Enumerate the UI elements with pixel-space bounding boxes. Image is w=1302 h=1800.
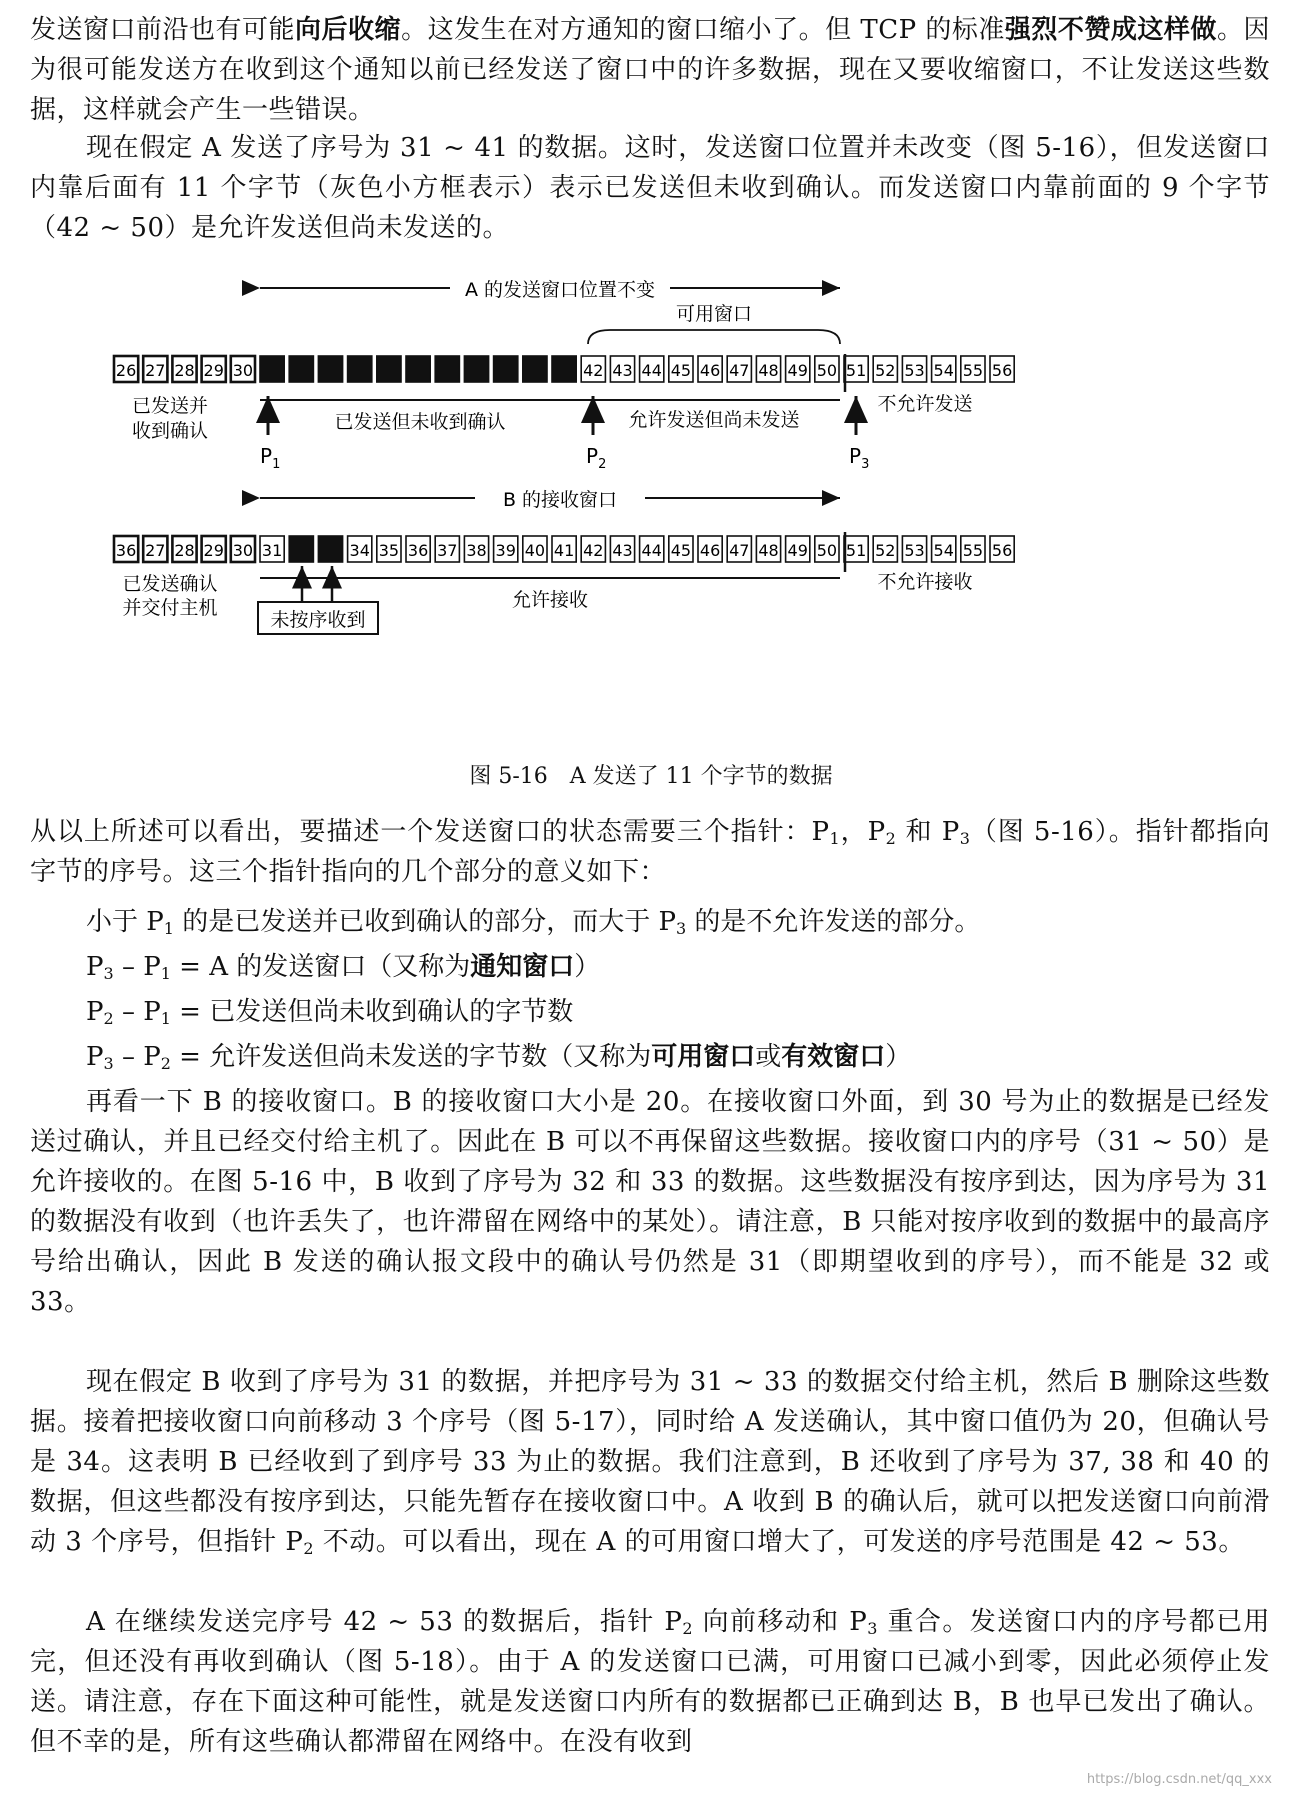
send-cell-label-22: 48 — [758, 361, 779, 380]
recv-cell-label-25: 51 — [845, 541, 867, 560]
recv-cell-label-19: 45 — [670, 541, 692, 560]
send-cell-label-26: 52 — [875, 361, 896, 380]
watermark: https://blog.csdn.net/qq_xxx — [1086, 1772, 1272, 1787]
recv-row — [114, 536, 1014, 562]
paragraph-6: A 在继续发送完序号 42 ~ 53 的数据后，指针 $P_2$ 向前移动和 $P_3$ 重合。发送窗口内的序号都已用完，但还没有再收到确认（图 5-18）。由于 A 的发送窗口已满，可用窗口已减小到零，因此必须停止发送。请注意，存在下面这种可能性，就是发送窗口内所有的数据都已正确到达 B，B 也早已发出了确认。但不幸的是，所有这些确认都滞留在网络中。在没有收到 — [30, 1607, 1271, 1757]
not-allowed-send-label: 不允许发送 — [877, 393, 973, 415]
p2-label: $P_2$ — [586, 444, 607, 472]
recv-cell-label-26: 52 — [875, 541, 896, 560]
send-cell-label-16: 42 — [583, 361, 604, 380]
send-cell-13 — [494, 356, 518, 382]
usable-window-brace — [588, 330, 840, 344]
send-cell-10 — [406, 356, 430, 382]
recv-cell-label-11: 37 — [437, 541, 458, 560]
send-cell-label-4: 30 — [232, 361, 254, 380]
recv-cell-label-24: 50 — [816, 541, 838, 560]
send-cell-label-17: 43 — [612, 361, 633, 380]
acked-label-2: 收到确认 — [131, 420, 209, 442]
recv-cell-label-22: 48 — [758, 541, 779, 560]
recv-cell-label-17: 43 — [612, 541, 633, 560]
recv-cell-6 — [289, 536, 313, 562]
recv-cell-label-8: 34 — [349, 541, 370, 560]
recv-cell-label-2: 28 — [174, 541, 195, 560]
usable-window-label: 可用窗口 — [675, 303, 753, 325]
acked-label-1: 已发送并 — [131, 395, 209, 417]
recv-cell-label-21: 47 — [729, 541, 750, 560]
send-cell-7 — [318, 356, 342, 382]
recv-cell-label-20: 46 — [699, 541, 721, 560]
send-cell-label-20: 46 — [699, 361, 721, 380]
delivered-label-2: 并交付主机 — [122, 597, 218, 619]
paragraph-4: 再看一下 B 的接收窗口。B 的接收窗口大小是 20。在接收窗口外面，到 30 号为止的数据是已经发送过确认，并且已经交付给主机了。因此在 B 可以不再保留这些数据。接收窗口内的序号（31 ~ 50）是允许接收的。在图 5-16 中，B 收到了序号为 32 和 33 的数据。这些数据没有按序到达，因为序号为 31 的数据没有收到（也许丢失了，也许滞留在网络中的某处）。请注意，B 只能对按序收到的数据中的最高序号给出确认，因此 B 发送的确认报文段中的确认号仍然是 31（即期望收到的序号），而不能是 32 或 33。 — [30, 1087, 1270, 1317]
recv-cell-label-9: 35 — [378, 541, 400, 560]
recv-cell-label-0: 36 — [115, 541, 137, 560]
send-cell-8 — [348, 356, 372, 382]
send-cell-5 — [260, 356, 284, 382]
send-cell-6 — [289, 356, 313, 382]
paragraph-5: 现在假定 B 收到了序号为 31 的数据，并把序号为 31 ~ 33 的数据交付给主机，然后 B 删除这些数据。接着把接收窗口向前移动 3 个序号（图 5-17），同时给 A 发送确认，其中窗口值仍为 20，但确认号是 34。这表明 B 已经收到了到序号 33 为止的数据。我们注意到，B 还收到了序号为 37, 38 和 40 的数据，但这些都没有按序到达，只能先暂存在接收窗口中。A 收到 B 的确认后，就可以把发送窗口向前滑动 3 个序号，但指针 $P_2$ 不动。可以看出，现在 A 的可用窗口增大了，可发送的序号范围是 42 ~ 53。 — [30, 1367, 1270, 1558]
not-allowed-recv-label: 不允许接收 — [877, 571, 973, 593]
recv-cell-label-15: 41 — [553, 541, 575, 560]
recv-cell-label-28: 54 — [933, 541, 954, 560]
send-cell-label-21: 47 — [729, 361, 750, 380]
send-cell-label-24: 50 — [816, 361, 838, 380]
definition-line-4: $P_3 - P_2$ = 允许发送但尚未发送的字节数（又称为可用窗口或有效窗口） — [86, 1042, 912, 1073]
recv-cell-label-10: 36 — [407, 541, 429, 560]
p1-label: $P_1$ — [260, 444, 281, 472]
send-cell-label-1: 27 — [145, 361, 166, 380]
send-cell-label-28: 54 — [933, 361, 954, 380]
paragraph-3: 从以上所述可以看出，要描述一个发送窗口的状态需要三个指针：$P_1$，$P_2$ 和 $P_3$（图 5-16）。指针都指向字节的序号。这三个指针指向的几个部分的意义如下： — [30, 817, 1270, 887]
recv-cell-label-4: 30 — [232, 541, 254, 560]
send-cell-12 — [464, 356, 488, 382]
allowed-recv-label: 允许接收 — [511, 589, 589, 611]
recv-cell-label-3: 29 — [203, 541, 224, 560]
send-row — [114, 356, 1014, 382]
send-cell-label-27: 53 — [904, 361, 925, 380]
send-cell-15 — [552, 356, 576, 382]
send-cell-label-18: 44 — [641, 361, 662, 380]
send-cell-11 — [435, 356, 459, 382]
recv-cell-label-13: 39 — [495, 541, 516, 560]
p3-label: $P_3$ — [849, 444, 870, 472]
send-cell-label-3: 29 — [203, 361, 224, 380]
send-cell-14 — [523, 356, 547, 382]
definition-line-1: 小于 $P_1$ 的是已发送并已收到确认的部分，而大于 $P_3$ 的是不允许发送的部分。 — [86, 907, 981, 938]
sent-unacked-label: 已发送但未收到确认 — [334, 411, 506, 433]
recv-cell-7 — [318, 536, 342, 562]
send-window-label: A 的发送窗口位置不变 — [464, 279, 656, 301]
paragraph-1: 发送窗口前沿也有可能向后收缩。这发生在对方通知的窗口缩小了。但 TCP 的标准强烈不赞成这样做。因为很可能发送方在收到这个通知以前已经发送了窗口中的许多数据，现在又要收缩窗口，不让发送这些数据，这样就会产生一些错误。 — [30, 15, 1270, 125]
figure-5-16 — [110, 279, 1190, 660]
paragraph-2: 现在假定 A 发送了序号为 31 ~ 41 的数据。这时，发送窗口位置并未改变（图 5-16），但发送窗口内靠后面有 11 个字节（灰色小方框表示）表示已发送但未收到确认。而发送窗口内靠前面的 9 个字节（42 ~ 50）是允许发送但尚未发送的。 — [30, 133, 1270, 243]
allowed-unsent-label: 允许发送但尚未发送 — [628, 409, 800, 431]
send-cell-label-19: 45 — [670, 361, 692, 380]
recv-cell-label-30: 56 — [991, 541, 1013, 560]
send-cell-label-25: 51 — [845, 361, 867, 380]
send-cell-label-29: 55 — [962, 361, 984, 380]
recv-cell-label-16: 42 — [583, 541, 604, 560]
recv-cell-label-29: 55 — [962, 541, 984, 560]
recv-window-label: B 的接收窗口 — [502, 489, 618, 511]
definition-line-3: $P_2 - P_1$ = 已发送但尚未收到确认的字节数 — [86, 997, 574, 1028]
recv-cell-label-1: 27 — [145, 541, 166, 560]
definition-line-2: $P_3 - P_1 = A$ 的发送窗口（又称为通知窗口） — [86, 952, 601, 983]
send-cell-label-2: 28 — [174, 361, 195, 380]
recv-cell-label-12: 38 — [466, 541, 487, 560]
send-cell-label-0: 26 — [115, 361, 137, 380]
recv-cell-label-14: 40 — [524, 541, 546, 560]
recv-cell-label-23: 49 — [787, 541, 808, 560]
figure-caption: 图 5-16 A 发送了 11 个字节的数据 — [469, 764, 833, 789]
send-cell-label-30: 56 — [991, 361, 1013, 380]
recv-cell-label-18: 44 — [641, 541, 662, 560]
send-cell-9 — [377, 356, 401, 382]
delivered-label-1: 已发送确认 — [122, 573, 218, 595]
send-cell-label-23: 49 — [787, 361, 808, 380]
recv-cell-label-5: 31 — [261, 541, 283, 560]
out-of-order-label: 未按序收到 — [270, 609, 366, 631]
recv-cell-label-27: 53 — [904, 541, 925, 560]
